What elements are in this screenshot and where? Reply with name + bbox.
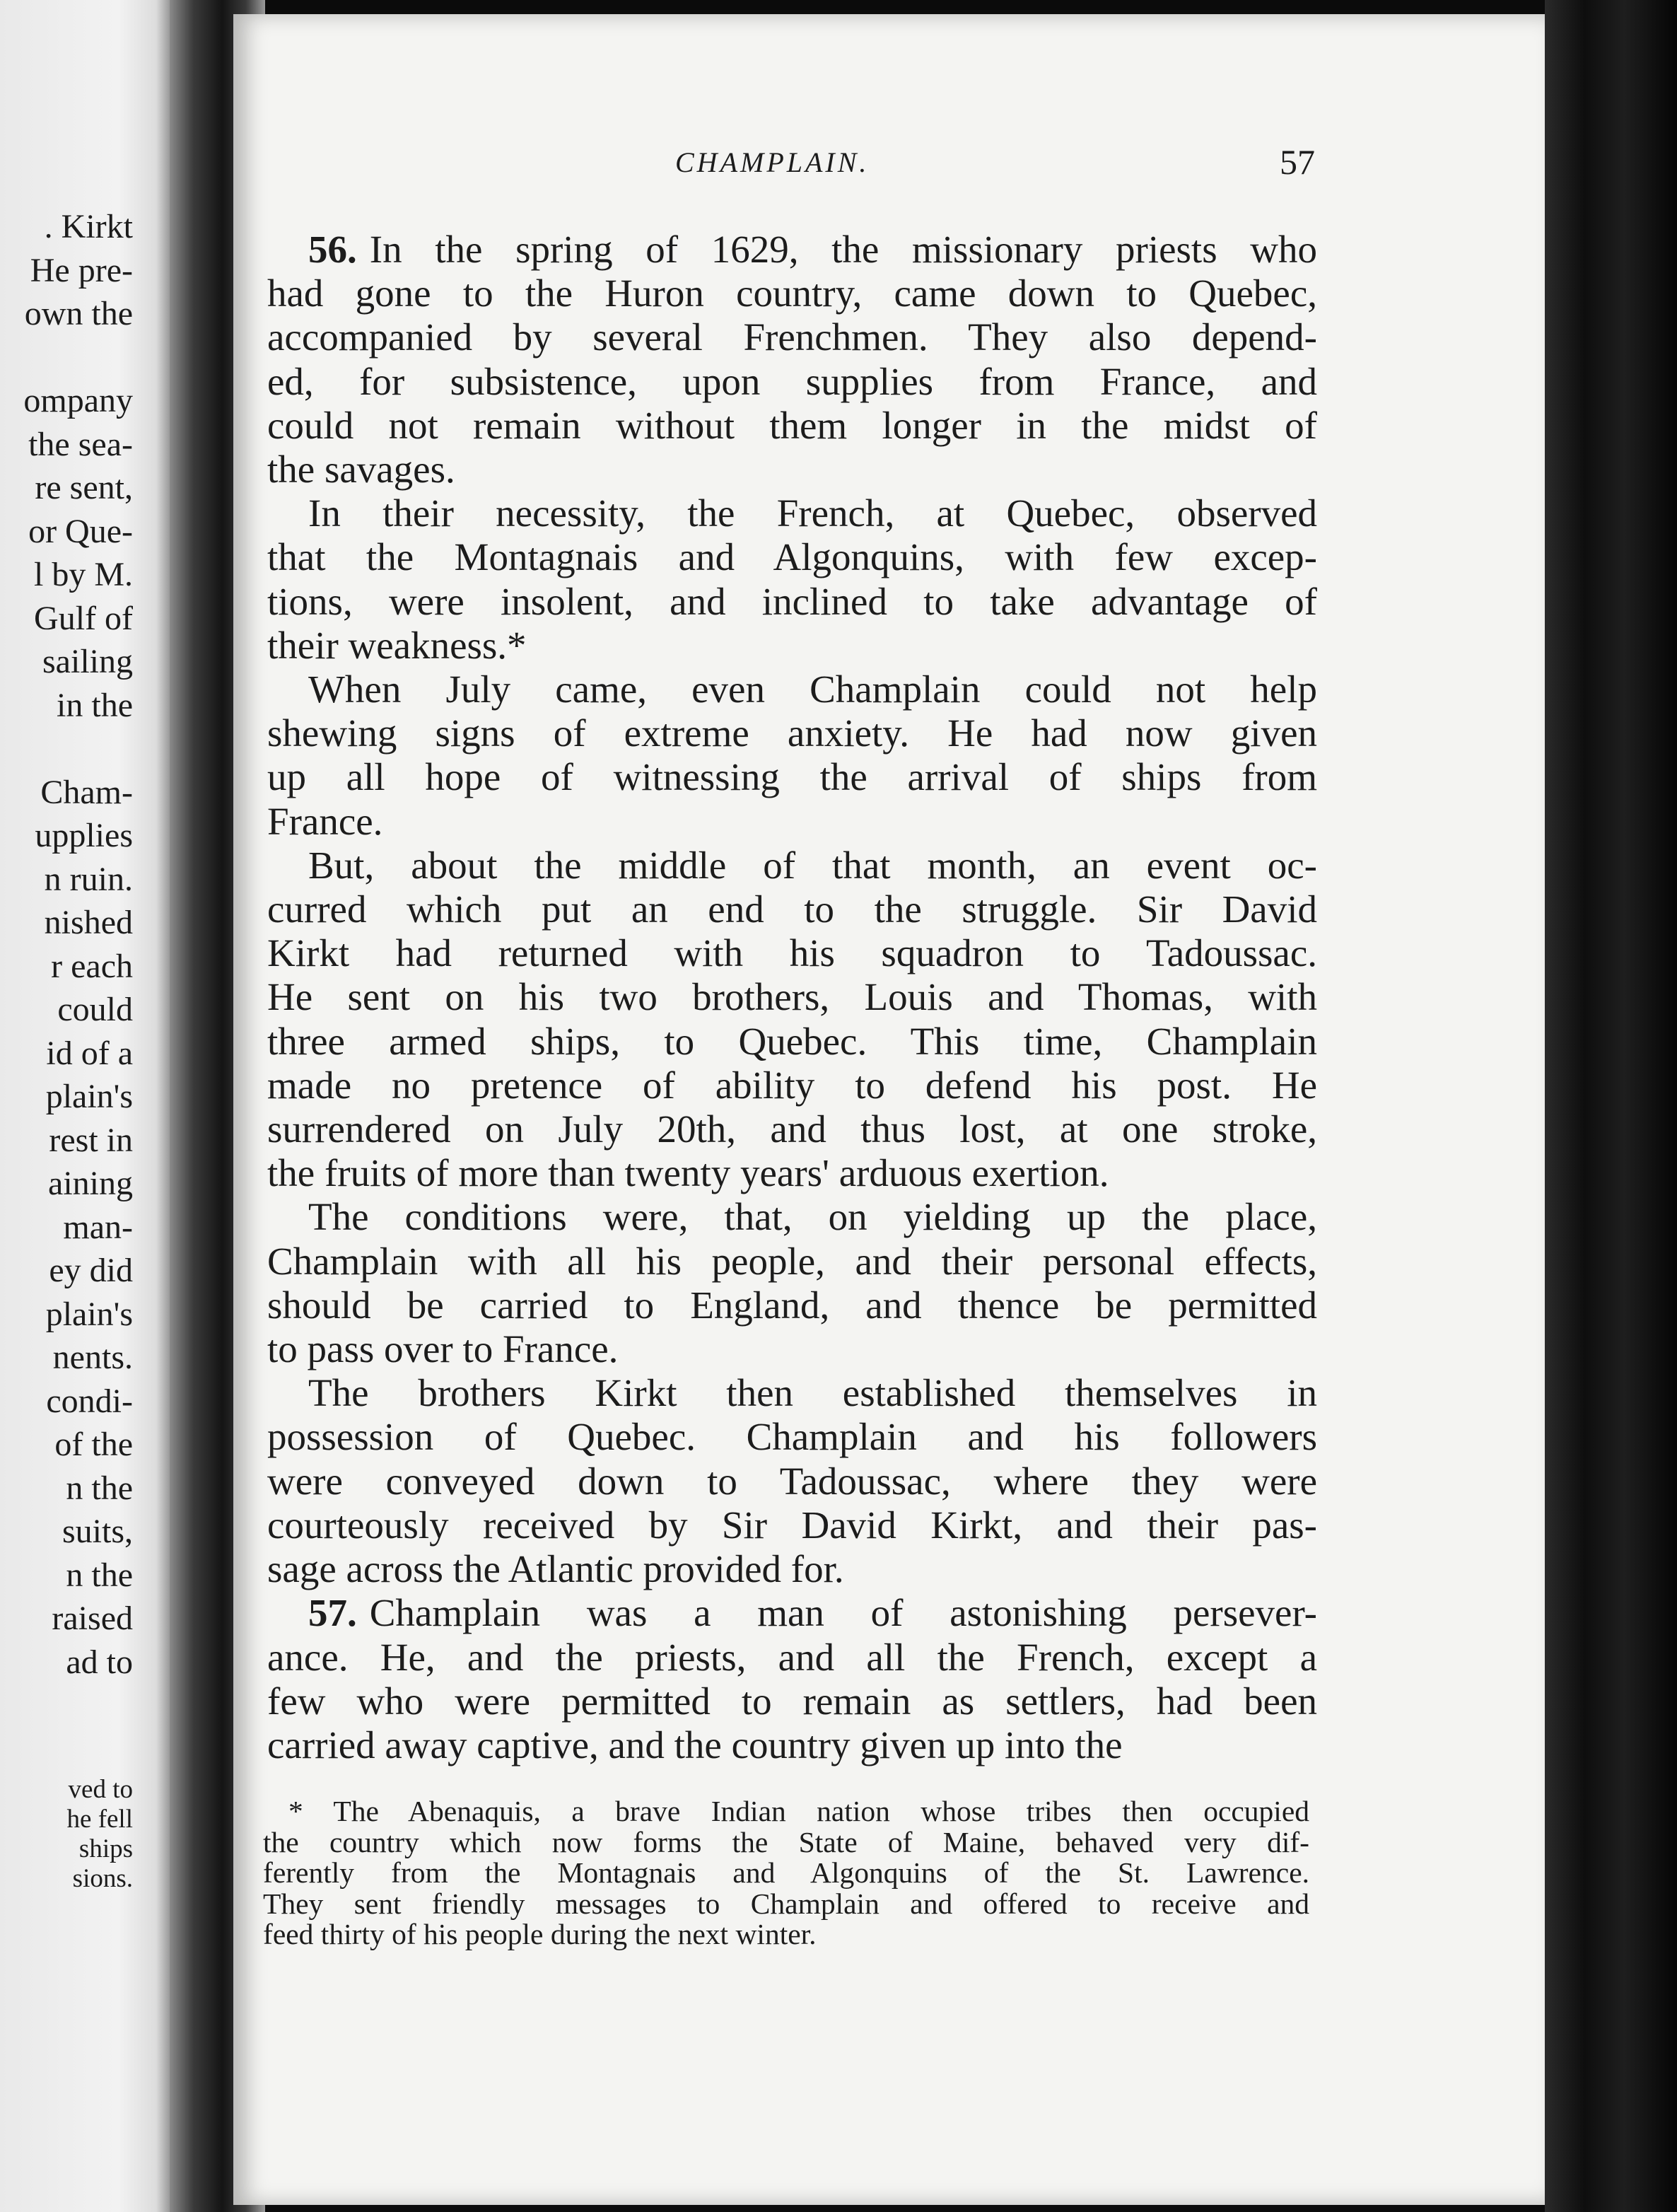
line-text: were conveyed down to Tadoussac, where they were — [267, 1459, 1317, 1503]
left-page-footnote-line: sions. — [72, 1864, 133, 1893]
line-text: shewing signs of extreme anxiety. He had now given — [267, 711, 1317, 755]
left-page-line: n the — [66, 1556, 133, 1594]
text-line — [267, 1327, 1317, 1371]
left-page-line: Gulf of — [34, 599, 133, 637]
line-text: should be carried to England, and thence be permitted — [267, 1283, 1317, 1327]
text-line — [267, 1371, 1317, 1415]
line-text: When July came, even Champlain could not help — [308, 668, 1317, 711]
left-page-line: condi- — [46, 1382, 133, 1420]
line-text: accompanied by several Frenchmen. They also depend- — [267, 315, 1317, 359]
left-page-line: own the — [24, 295, 133, 332]
line-text: The brothers Kirkt then established themselves in — [308, 1371, 1317, 1415]
footnote-line: They sent friendly messages to Champlain and offered to receive and — [263, 1887, 1309, 1920]
left-page-line: rest in — [49, 1121, 133, 1159]
left-page-line: plain's — [45, 1078, 133, 1115]
line-text: Champlain with all his people, and their personal effects, — [267, 1239, 1317, 1283]
line-text: up all hope of witnessing the arrival of ships from — [267, 755, 1317, 799]
left-page-line: Cham- — [40, 773, 133, 811]
text-line — [267, 624, 1317, 668]
body-text — [267, 228, 1317, 1767]
text-line — [267, 272, 1317, 315]
text-line — [267, 1415, 1317, 1459]
line-text: the fruits of more than twenty years' arduous exertion. — [267, 1151, 1109, 1195]
left-page-line: raised — [52, 1600, 133, 1637]
line-text: courteously received by Sir David Kirkt, and their pas- — [267, 1503, 1317, 1547]
line-text: few who were permitted to remain as settlers, had been — [267, 1679, 1317, 1723]
text-line — [267, 448, 1317, 491]
left-page-line: n the — [66, 1469, 133, 1507]
section-number: 57. — [308, 1591, 357, 1635]
section-number: 56. — [308, 228, 357, 271]
line-text: The conditions were, that, on yielding up the place, — [308, 1195, 1317, 1239]
left-page-line: . Kirkt — [44, 208, 133, 245]
left-page-line: id of a — [46, 1034, 133, 1072]
left-page-footnote-line: ved to — [68, 1775, 133, 1804]
line-text: Champlain was a man of astonishing persever- — [369, 1591, 1317, 1635]
left-page-line: r each — [51, 947, 133, 985]
page-number: 57 — [1280, 142, 1315, 182]
line-text: sage across the Atlantic provided for. — [267, 1547, 844, 1591]
text-line — [267, 887, 1317, 931]
left-page-footnote-line: he fell — [66, 1805, 133, 1834]
text-line — [267, 360, 1317, 404]
paragraph — [267, 1591, 1317, 1767]
text-line — [267, 931, 1317, 975]
paragraph — [267, 1371, 1317, 1591]
text-line — [267, 1636, 1317, 1680]
line-text: had gone to the Huron country, came down to Quebec, — [267, 272, 1317, 315]
left-page-line: upplies — [35, 817, 133, 854]
text-line — [267, 1503, 1317, 1547]
left-page-line: ad to — [66, 1643, 133, 1681]
line-text: ed, for subsistence, upon supplies from France, and — [267, 359, 1317, 403]
left-page-line: or Que- — [28, 512, 133, 550]
footnote-line: feed thirty of his people during the next winter. — [263, 1918, 817, 1950]
left-page-line: of the — [54, 1426, 133, 1463]
paragraph — [267, 491, 1317, 668]
left-page-line: man- — [63, 1208, 133, 1246]
left-page-line: nished — [44, 904, 133, 941]
left-page-line: re sent, — [35, 469, 133, 506]
text-line — [267, 1680, 1317, 1723]
footnote-line: * The Abenaquis, a brave Indian nation whose tribes then occupied — [288, 1795, 1309, 1827]
left-page-line: nents. — [52, 1339, 133, 1376]
line-text: their weakness.* — [267, 623, 527, 667]
left-page-line: ompany — [23, 382, 133, 419]
text-line — [267, 1460, 1317, 1503]
text-line — [267, 1107, 1317, 1151]
left-facing-page — [0, 0, 170, 2212]
page-edge-binding — [1545, 0, 1677, 2212]
text-line — [267, 1240, 1317, 1283]
text-line — [267, 491, 1317, 535]
text-line — [267, 1064, 1317, 1107]
left-page-line: plain's — [45, 1295, 133, 1333]
footnote — [263, 1796, 1309, 1950]
running-head: CHAMPLAIN. — [675, 146, 870, 178]
text-line — [267, 1591, 1317, 1635]
line-text: carried away captive, and the country given up into the — [267, 1723, 1123, 1766]
footnote-line: the country which now forms the State of Maine, behaved very dif- — [263, 1825, 1309, 1858]
line-text: He sent on his two brothers, Louis and Thomas, with — [267, 975, 1317, 1019]
text-line — [267, 1547, 1317, 1591]
line-text: In their necessity, the French, at Quebec, observed — [308, 491, 1317, 535]
text-line — [267, 755, 1317, 799]
line-text: made no pretence of ability to defend his post. He — [267, 1063, 1317, 1107]
line-text: But, about the middle of that month, an event oc- — [308, 843, 1317, 887]
text-line — [267, 1195, 1317, 1239]
line-text: three armed ships, to Quebec. This time, Champlain — [267, 1019, 1317, 1063]
text-line — [267, 844, 1317, 887]
text-line — [267, 404, 1317, 448]
line-text: the savages. — [267, 448, 455, 491]
text-line — [267, 315, 1317, 359]
left-page-line: suits, — [62, 1513, 133, 1550]
paragraph — [267, 228, 1317, 491]
left-page-line: n ruin. — [44, 860, 133, 898]
line-text: surrendered on July 20th, and thus lost, at one stroke, — [267, 1107, 1317, 1151]
left-page-line: He pre- — [30, 251, 133, 289]
paragraph — [267, 844, 1317, 1196]
left-page-line: could — [57, 991, 133, 1028]
text-line — [267, 668, 1317, 711]
text-line — [267, 580, 1317, 624]
left-page-line: the sea- — [28, 425, 133, 463]
footnote-line: ferently from the Montagnais and Algonquins of the St. Lawrence. — [263, 1856, 1309, 1889]
text-line — [267, 228, 1317, 272]
text-line — [267, 1283, 1317, 1327]
left-page-line: l by M. — [33, 556, 133, 593]
line-text: ance. He, and the priests, and all the French, except a — [267, 1635, 1317, 1679]
line-text: In the spring of 1629, the missionary priests who — [369, 228, 1317, 271]
paragraph — [267, 1195, 1317, 1371]
text-line — [267, 535, 1317, 579]
line-text: to pass over to France. — [267, 1327, 619, 1371]
text-line — [267, 711, 1317, 755]
text-line — [267, 1020, 1317, 1064]
left-page-footnote-line: ships — [78, 1834, 133, 1863]
line-text: possession of Quebec. Champlain and his followers — [267, 1415, 1317, 1459]
text-line — [267, 800, 1317, 844]
text-line — [267, 1723, 1317, 1767]
line-text: tions, were insolent, and inclined to take advantage of — [267, 579, 1317, 623]
paragraph — [267, 668, 1317, 844]
text-line — [267, 975, 1317, 1019]
line-text: could not remain without them longer in the midst of — [267, 403, 1317, 447]
left-page-line: aining — [48, 1165, 133, 1202]
line-text: Kirkt had returned with his squadron to Tadoussac. — [267, 931, 1317, 975]
line-text: France. — [267, 799, 383, 843]
line-text: curred which put an end to the struggle. Sir David — [267, 887, 1317, 931]
line-text: that the Montagnais and Algonquins, with few excep- — [267, 535, 1317, 579]
text-line — [267, 1151, 1317, 1195]
left-page-line: sailing — [42, 643, 133, 680]
left-page-line: in the — [57, 686, 133, 724]
left-page-line: ey did — [49, 1252, 133, 1289]
